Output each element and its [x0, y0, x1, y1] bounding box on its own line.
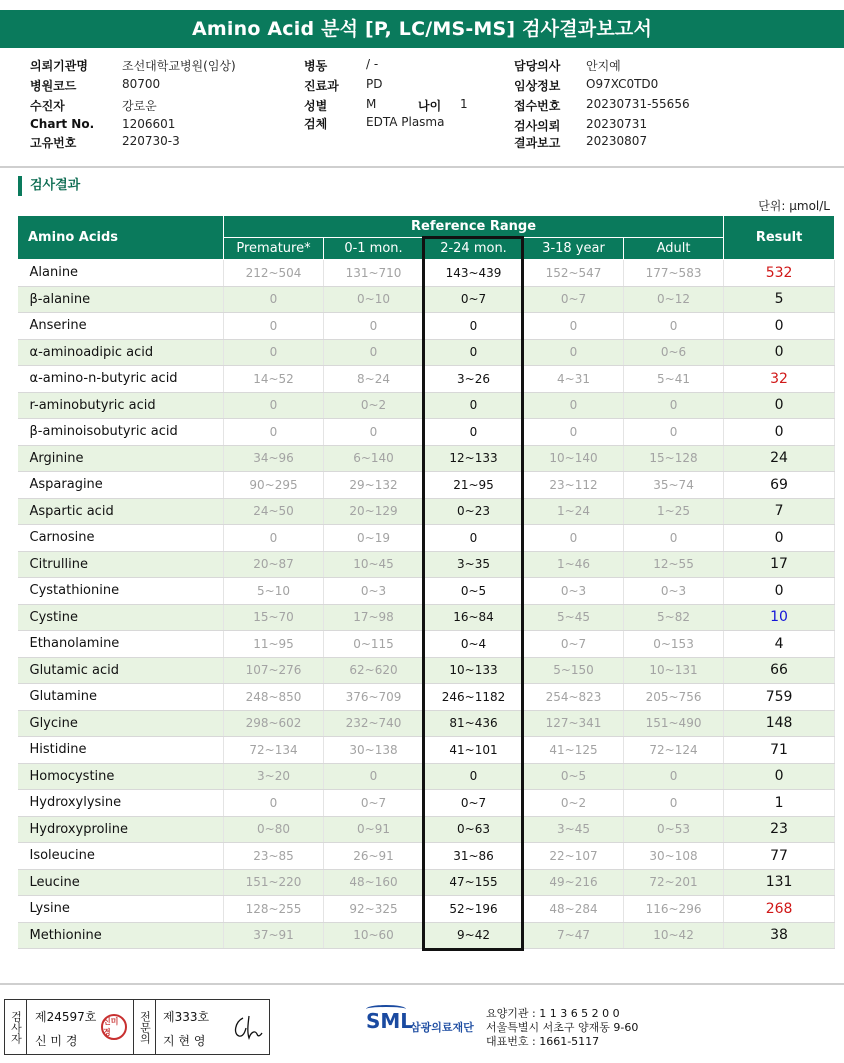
info-value: 20230731-55656	[586, 97, 690, 111]
reference-range-cell: 21~95	[424, 472, 524, 499]
reference-range-cell: 0	[524, 525, 624, 552]
reference-range-cell: 1~24	[524, 498, 624, 525]
reference-range-cell: 35~74	[624, 472, 724, 499]
header-0-1-mon: 0-1 mon.	[324, 238, 424, 260]
amino-acid-name: Citrulline	[18, 551, 224, 578]
amino-acid-name: Cystine	[18, 604, 224, 631]
result-value: 69	[724, 472, 835, 499]
reference-range-cell: 30~108	[624, 843, 724, 870]
amino-acid-name: Glycine	[18, 710, 224, 737]
contact-line: 대표번호 : 1661-5117	[486, 1035, 600, 1048]
reference-range-cell: 22~107	[524, 843, 624, 870]
result-value: 71	[724, 737, 835, 764]
reference-range-cell: 10~131	[624, 657, 724, 684]
reference-range-cell: 254~823	[524, 684, 624, 711]
reference-range-cell: 0	[224, 313, 324, 340]
result-value: 17	[724, 551, 835, 578]
tester-label	[5, 1000, 27, 1054]
reference-range-cell: 3~35	[424, 551, 524, 578]
reference-range-cell: 0~2	[324, 392, 424, 419]
result-value: 0	[724, 339, 835, 366]
amino-acid-name: Asparagine	[18, 472, 224, 499]
result-value: 38	[724, 922, 835, 949]
reference-range-cell: 48~160	[324, 869, 424, 896]
reference-range-cell: 8~24	[324, 366, 424, 393]
section-title: 검사결과	[18, 176, 80, 196]
reference-range-cell: 0	[224, 286, 324, 313]
reference-range-cell: 0	[524, 339, 624, 366]
reference-range-cell: 12~133	[424, 445, 524, 472]
result-value: 131	[724, 869, 835, 896]
result-value: 23	[724, 816, 835, 843]
patient-info	[0, 55, 844, 155]
reference-range-cell: 0	[324, 339, 424, 366]
result-value: 759	[724, 684, 835, 711]
reference-range-cell: 0~3	[324, 578, 424, 605]
reference-range-cell: 10~60	[324, 922, 424, 949]
reference-range-cell: 23~85	[224, 843, 324, 870]
info-value: 20230807	[586, 134, 648, 148]
header-amino-acids: Amino Acids	[18, 216, 224, 260]
reference-range-cell: 0	[224, 392, 324, 419]
contact-info	[486, 1007, 638, 1049]
reference-range-cell: 0~7	[524, 631, 624, 658]
signature-block	[4, 999, 270, 1055]
amino-acid-name: Leucine	[18, 869, 224, 896]
info-label: 접수번호	[514, 99, 561, 113]
amino-acid-name: Histidine	[18, 737, 224, 764]
reference-range-cell: 0~7	[424, 286, 524, 313]
reference-range-cell: 0~6	[624, 339, 724, 366]
info-value: / -	[366, 57, 379, 71]
table-row	[18, 737, 835, 764]
reference-range-cell: 92~325	[324, 896, 424, 923]
amino-acid-name: Carnosine	[18, 525, 224, 552]
info-value: PD	[366, 77, 383, 91]
reference-range-cell: 151~490	[624, 710, 724, 737]
amino-acid-name: Glutamic acid	[18, 657, 224, 684]
reference-range-cell: 0~7	[524, 286, 624, 313]
result-value: 10	[724, 604, 835, 631]
results-table	[17, 215, 835, 949]
table-row	[18, 816, 835, 843]
amino-acid-name: β-aminoisobutyric acid	[18, 419, 224, 446]
reference-range-cell: 0~7	[324, 790, 424, 817]
reference-range-cell: 0	[424, 392, 524, 419]
result-value: 77	[724, 843, 835, 870]
divider	[0, 983, 844, 985]
table-row	[18, 260, 835, 287]
reference-range-cell: 0~12	[624, 286, 724, 313]
reference-range-cell: 11~95	[224, 631, 324, 658]
reference-range-cell: 0	[224, 790, 324, 817]
reference-range-cell: 81~436	[424, 710, 524, 737]
header-3-18-year: 3-18 year	[524, 238, 624, 260]
unit-label: 단위: μmol/L	[758, 199, 830, 213]
results-body	[18, 260, 835, 949]
reference-range-cell: 10~45	[324, 551, 424, 578]
table-row	[18, 525, 835, 552]
handwritten-signature	[231, 1014, 263, 1042]
reference-range-cell: 90~295	[224, 472, 324, 499]
seal-stamp	[101, 1014, 127, 1040]
reference-range-cell: 152~547	[524, 260, 624, 287]
reference-range-cell: 143~439	[424, 260, 524, 287]
reference-range-cell: 131~710	[324, 260, 424, 287]
info-value: 안지예	[586, 59, 621, 73]
reference-range-cell: 0~23	[424, 498, 524, 525]
header-2-24-mon: 2-24 mon.	[424, 238, 524, 260]
amino-acid-name: Homocystine	[18, 763, 224, 790]
result-value: 0	[724, 392, 835, 419]
reference-range-cell: 0~5	[424, 578, 524, 605]
info-label: 검사의뢰	[514, 119, 561, 133]
reference-range-cell: 0~19	[324, 525, 424, 552]
reference-range-cell: 0	[624, 313, 724, 340]
reference-range-cell: 0	[324, 313, 424, 340]
reference-range-cell: 0~91	[324, 816, 424, 843]
table-row	[18, 578, 835, 605]
amino-acid-name: Hydroxyproline	[18, 816, 224, 843]
reference-range-cell: 29~132	[324, 472, 424, 499]
info-value: 80700	[122, 77, 161, 91]
reference-range-cell: 15~70	[224, 604, 324, 631]
info-label: 임상정보	[514, 79, 561, 93]
reference-range-cell: 20~87	[224, 551, 324, 578]
seal-text: 신미경	[103, 1017, 119, 1037]
amino-acid-name: α-amino-n-butyric acid	[18, 366, 224, 393]
reference-range-cell: 298~602	[224, 710, 324, 737]
table-row	[18, 392, 835, 419]
reference-range-cell: 0	[624, 790, 724, 817]
amino-acid-name: r-aminobutyric acid	[18, 392, 224, 419]
table-row	[18, 922, 835, 949]
reference-range-cell: 30~138	[324, 737, 424, 764]
table-row	[18, 419, 835, 446]
reference-range-cell: 0~4	[424, 631, 524, 658]
table-row	[18, 684, 835, 711]
amino-acid-name: Glutamine	[18, 684, 224, 711]
info-value: 20230731	[586, 117, 648, 131]
reference-range-cell: 0~53	[624, 816, 724, 843]
reviewer-label	[134, 1000, 156, 1054]
sml-logo	[366, 1005, 484, 1045]
amino-acid-name: Ethanolamine	[18, 631, 224, 658]
reference-range-cell: 0~153	[624, 631, 724, 658]
reference-range-cell: 5~150	[524, 657, 624, 684]
table-row	[18, 286, 835, 313]
info-label: 고유번호	[30, 136, 77, 150]
reference-range-cell: 0	[224, 339, 324, 366]
reference-range-cell: 23~112	[524, 472, 624, 499]
info-value: 강로운	[122, 99, 157, 113]
reference-range-cell: 177~583	[624, 260, 724, 287]
table-row	[18, 896, 835, 923]
info-label: 진료과	[304, 79, 339, 93]
result-value: 66	[724, 657, 835, 684]
result-value: 24	[724, 445, 835, 472]
result-value: 1	[724, 790, 835, 817]
reference-range-cell: 34~96	[224, 445, 324, 472]
reference-range-cell: 0	[524, 313, 624, 340]
result-value: 4	[724, 631, 835, 658]
info-value: O97XC0TD0	[586, 77, 659, 91]
reference-range-cell: 3~20	[224, 763, 324, 790]
reference-range-cell: 12~55	[624, 551, 724, 578]
table-row	[18, 551, 835, 578]
reference-range-cell: 212~504	[224, 260, 324, 287]
table-row	[18, 843, 835, 870]
header-premature: Premature*	[224, 238, 324, 260]
contact-line: 서울특별시 서초구 양재동 9-60	[486, 1021, 639, 1034]
reference-range-cell: 14~52	[224, 366, 324, 393]
reference-range-cell: 0	[624, 763, 724, 790]
result-value: 0	[724, 419, 835, 446]
result-value: 0	[724, 525, 835, 552]
reference-range-cell: 205~756	[624, 684, 724, 711]
amino-acid-name: Anserine	[18, 313, 224, 340]
reference-range-cell: 5~82	[624, 604, 724, 631]
table-row	[18, 631, 835, 658]
reference-range-cell: 0~3	[624, 578, 724, 605]
info-label: 결과보고	[514, 136, 561, 150]
table-row	[18, 604, 835, 631]
info-label: 병원코드	[30, 79, 77, 93]
reference-range-cell: 4~31	[524, 366, 624, 393]
tester-label-text: 검사자	[9, 1010, 23, 1044]
report-title: Amino Acid 분석 [P, LC/MS-MS] 검사결과보고서	[0, 10, 844, 48]
reference-range-cell: 0	[624, 525, 724, 552]
info-value: 220730-3	[122, 134, 180, 148]
reference-range-cell: 0~80	[224, 816, 324, 843]
reference-range-cell: 127~341	[524, 710, 624, 737]
result-value: 532	[724, 260, 835, 287]
result-value: 268	[724, 896, 835, 923]
reference-range-cell: 151~220	[224, 869, 324, 896]
amino-acid-name: Arginine	[18, 445, 224, 472]
reference-range-cell: 47~155	[424, 869, 524, 896]
table-row	[18, 366, 835, 393]
reference-range-cell: 0~63	[424, 816, 524, 843]
reference-range-cell: 0	[624, 392, 724, 419]
info-label: 병동	[304, 59, 328, 73]
header-reference-range: Reference Range	[224, 216, 724, 238]
reference-range-cell: 232~740	[324, 710, 424, 737]
reference-range-cell: 26~91	[324, 843, 424, 870]
header-adult: Adult	[624, 238, 724, 260]
amino-acid-name: Isoleucine	[18, 843, 224, 870]
reference-range-cell: 24~50	[224, 498, 324, 525]
reference-range-cell: 376~709	[324, 684, 424, 711]
reference-range-cell: 0~2	[524, 790, 624, 817]
reference-range-cell: 49~216	[524, 869, 624, 896]
reviewer-name: 지 현 영	[163, 1034, 206, 1048]
info-label: 의뢰기관명	[30, 59, 88, 73]
reference-range-cell: 0	[524, 392, 624, 419]
logo-mark: SML	[366, 1009, 414, 1033]
reference-range-cell: 0	[324, 419, 424, 446]
result-value: 0	[724, 763, 835, 790]
info-value: M	[366, 97, 377, 111]
reference-range-cell: 0~3	[524, 578, 624, 605]
amino-acid-name: Cystathionine	[18, 578, 224, 605]
reference-range-cell: 15~128	[624, 445, 724, 472]
table-row	[18, 790, 835, 817]
reference-range-cell: 1~25	[624, 498, 724, 525]
tester-name: 신 미 경	[35, 1034, 78, 1048]
reference-range-cell: 0	[224, 419, 324, 446]
reference-range-cell: 3~26	[424, 366, 524, 393]
amino-acid-name: α-aminoadipic acid	[18, 339, 224, 366]
amino-acid-name: β-alanine	[18, 286, 224, 313]
table-row	[18, 869, 835, 896]
reference-range-cell: 5~45	[524, 604, 624, 631]
info-value: EDTA Plasma	[366, 115, 445, 129]
reference-range-cell: 72~134	[224, 737, 324, 764]
reference-range-cell: 10~42	[624, 922, 724, 949]
contact-line: 요양기관 : 1 1 3 6 5 2 0 0	[486, 1007, 620, 1020]
reference-range-cell: 116~296	[624, 896, 724, 923]
reference-range-cell: 7~47	[524, 922, 624, 949]
table-row	[18, 339, 835, 366]
amino-acid-name: Alanine	[18, 260, 224, 287]
reference-range-cell: 48~284	[524, 896, 624, 923]
reviewer-number: 제333호	[163, 1010, 210, 1024]
reference-range-cell: 0	[624, 419, 724, 446]
reference-range-cell: 37~91	[224, 922, 324, 949]
result-value: 0	[724, 313, 835, 340]
reference-range-cell: 17~98	[324, 604, 424, 631]
reference-range-cell: 0	[424, 419, 524, 446]
table-row	[18, 472, 835, 499]
table-row	[18, 710, 835, 737]
amino-acid-name: Aspartic acid	[18, 498, 224, 525]
reviewer-label-text: 전문의	[138, 1010, 152, 1044]
info-label: 성별	[304, 99, 328, 113]
divider	[0, 166, 844, 168]
info-label: 나이	[418, 99, 442, 113]
reference-range-cell: 31~86	[424, 843, 524, 870]
reference-range-cell: 0	[424, 763, 524, 790]
reference-range-cell: 1~46	[524, 551, 624, 578]
reference-range-cell: 0~10	[324, 286, 424, 313]
reference-range-cell: 72~124	[624, 737, 724, 764]
reference-range-cell: 246~1182	[424, 684, 524, 711]
table-row	[18, 498, 835, 525]
table-row	[18, 445, 835, 472]
reference-range-cell: 0	[524, 419, 624, 446]
result-value: 32	[724, 366, 835, 393]
reference-range-cell: 10~133	[424, 657, 524, 684]
reference-range-cell: 72~201	[624, 869, 724, 896]
info-value: 1206601	[122, 117, 176, 131]
reference-range-cell: 0	[424, 313, 524, 340]
amino-acid-name: Lysine	[18, 896, 224, 923]
result-value: 0	[724, 578, 835, 605]
amino-acid-name: Methionine	[18, 922, 224, 949]
reference-range-cell: 248~850	[224, 684, 324, 711]
reference-range-cell: 0	[324, 763, 424, 790]
reference-range-cell: 0	[224, 525, 324, 552]
reference-range-cell: 5~41	[624, 366, 724, 393]
reference-range-cell: 0~7	[424, 790, 524, 817]
amino-acid-name: Hydroxylysine	[18, 790, 224, 817]
reference-range-cell: 10~140	[524, 445, 624, 472]
reference-range-cell: 16~84	[424, 604, 524, 631]
reference-range-cell: 41~125	[524, 737, 624, 764]
info-value: 조선대학교병원(임상)	[122, 59, 236, 73]
table-row	[18, 657, 835, 684]
reference-range-cell: 9~42	[424, 922, 524, 949]
logo-org-name: 삼광의료재단	[410, 1021, 474, 1034]
result-value: 7	[724, 498, 835, 525]
info-label: 담당의사	[514, 59, 561, 73]
reference-range-cell: 62~620	[324, 657, 424, 684]
reference-range-cell: 107~276	[224, 657, 324, 684]
table-row	[18, 763, 835, 790]
info-value: 1	[460, 97, 468, 111]
reference-range-cell: 0	[424, 525, 524, 552]
reference-range-cell: 0~5	[524, 763, 624, 790]
header-result: Result	[724, 216, 835, 260]
reference-range-cell: 3~45	[524, 816, 624, 843]
result-value: 148	[724, 710, 835, 737]
tester-number: 제24597호	[35, 1010, 97, 1024]
reference-range-cell: 0~115	[324, 631, 424, 658]
result-value: 5	[724, 286, 835, 313]
reference-range-cell: 20~129	[324, 498, 424, 525]
reference-range-cell: 6~140	[324, 445, 424, 472]
reference-range-cell: 128~255	[224, 896, 324, 923]
table-row	[18, 313, 835, 340]
reference-range-cell: 52~196	[424, 896, 524, 923]
info-label: Chart No.	[30, 117, 95, 131]
reference-range-cell: 41~101	[424, 737, 524, 764]
info-label: 수진자	[30, 99, 65, 113]
info-label: 검체	[304, 117, 328, 131]
reference-range-cell: 5~10	[224, 578, 324, 605]
reference-range-cell: 0	[424, 339, 524, 366]
